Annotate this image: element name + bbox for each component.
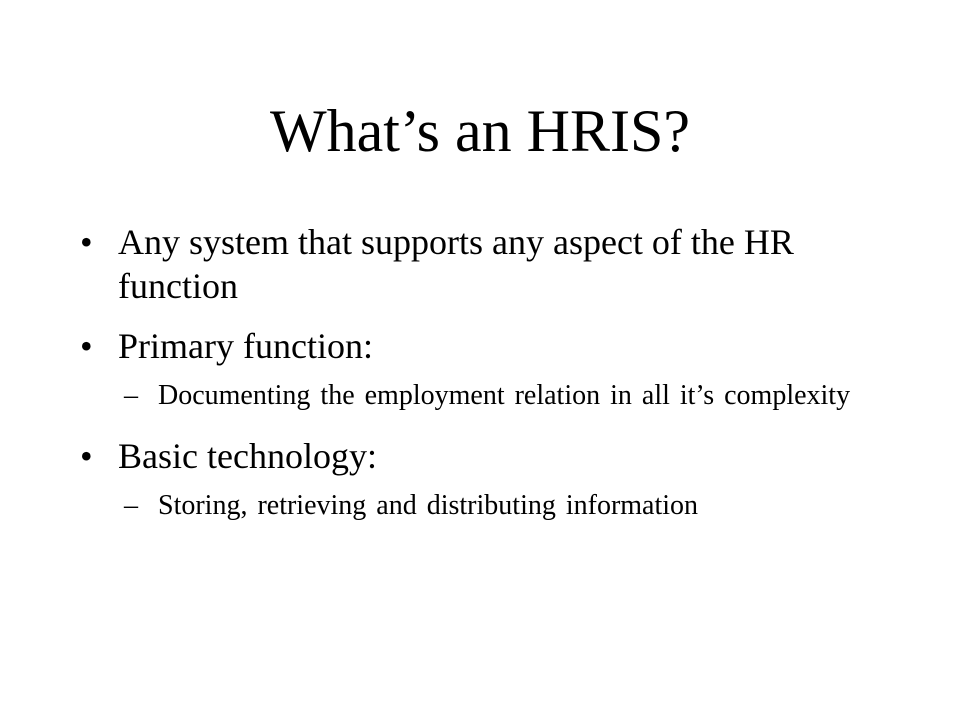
bullet-marker: • (80, 326, 93, 366)
bullet-text: Primary function: (118, 326, 373, 366)
dash-marker: – (124, 490, 138, 521)
bullet-item (80, 434, 900, 478)
bullet-item (80, 220, 900, 308)
slide-title: What’s an HRIS? (270, 98, 690, 164)
bullet-item (80, 324, 900, 368)
dash-marker: – (124, 380, 138, 411)
bullet-text: Any system that supports any aspect of the HR function (118, 222, 794, 306)
sub-bullet-item (80, 378, 900, 414)
bullet-marker: • (80, 222, 93, 262)
sub-bullet-item (80, 488, 900, 524)
sub-bullet-text: Documenting the employment relation in all it’s complexity (158, 380, 851, 411)
bullet-marker: • (80, 436, 93, 476)
bullet-text: Basic technology: (118, 436, 377, 476)
slide-body (80, 220, 900, 544)
sub-bullet-text: Storing, retrieving and distributing information (158, 490, 699, 521)
